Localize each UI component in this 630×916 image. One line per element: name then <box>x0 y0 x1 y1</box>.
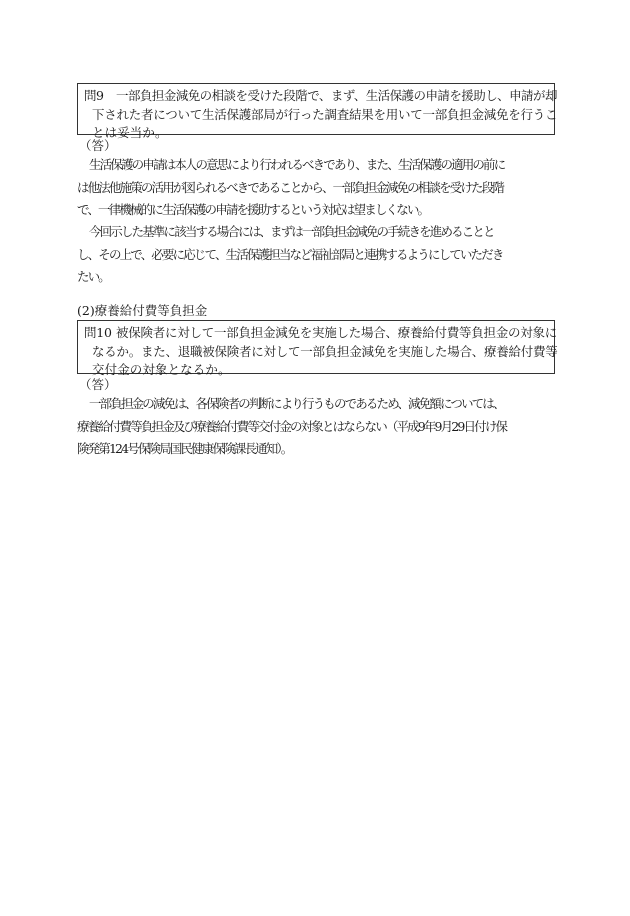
answer-10-line-2: 療養給付費等負担金及び療養給付費等交付金の対象とはならない（平成9年9月29日付け保 <box>77 418 507 434</box>
question-9-line-2: 下された者について生活保護部局が行った調査結果を用いて一部負担金減免を行うこ <box>92 106 558 122</box>
question-9-line-3: とは妥当か。 <box>92 125 168 140</box>
question-9-text-1: 一部負担金減免の相談を受けた段階で、まず、生活保護の申請を援助し、申請が却 <box>116 88 557 103</box>
answer-9-line-4: 今回示した基準に該当する場合には、まずは一部負担金減免の手続きを進めることと <box>89 224 494 239</box>
answer-9-line-6: たい。 <box>77 269 109 284</box>
answer-9-line-5: し、その上で、必要に応じて、生活保護担当など福祉部局と連携するようにしていただき <box>77 246 503 262</box>
answer-10-line-3: 険発第124号保険局国民健康保険課長通知）。 <box>77 441 292 456</box>
question-9-line-1 <box>84 87 557 106</box>
answer-9-line-2: は他法他施策の活用が図られるべきであることから、一部負担金減免の相談を受けた段階 <box>77 179 504 195</box>
question-9-label: 問9 <box>84 88 104 103</box>
section-heading: (2)療養給付費等負担金 <box>77 303 208 318</box>
answer-9-line-1: 生活保護の申請は本人の意思により行われるべきであり、また、生活保護の適用の前に <box>89 157 505 172</box>
answer-9-label: （答） <box>79 138 117 153</box>
question-10-text-1: 被保険者に対して一部負担金減免を実施した場合、療養給付費等負担金の対象に <box>116 325 558 340</box>
answer-10-line-1: 一部負担金の減免は、各保険者の判断により行うものであるため、減免額については、 <box>89 396 504 411</box>
question-10-line-2: なるか。また、退職被保険者に対して一部負担金減免を実施した場合、療養給付費等 <box>92 343 558 359</box>
answer-10-label: （答） <box>79 377 117 392</box>
answer-10-paragraph <box>77 393 555 461</box>
question-10-label: 問10 <box>84 325 112 340</box>
question-9-box <box>77 83 558 140</box>
question-10-line-1 <box>84 324 558 343</box>
question-10-box <box>77 320 558 377</box>
answer-9-paragraph-2 <box>77 221 555 289</box>
answer-9-paragraph-1 <box>77 154 555 222</box>
answer-9-line-3: で、一律機械的に生活保護の申請を援助するという対応は望ましくない。 <box>77 202 429 217</box>
question-10-line-3: 交付金の対象となるか。 <box>92 362 231 377</box>
